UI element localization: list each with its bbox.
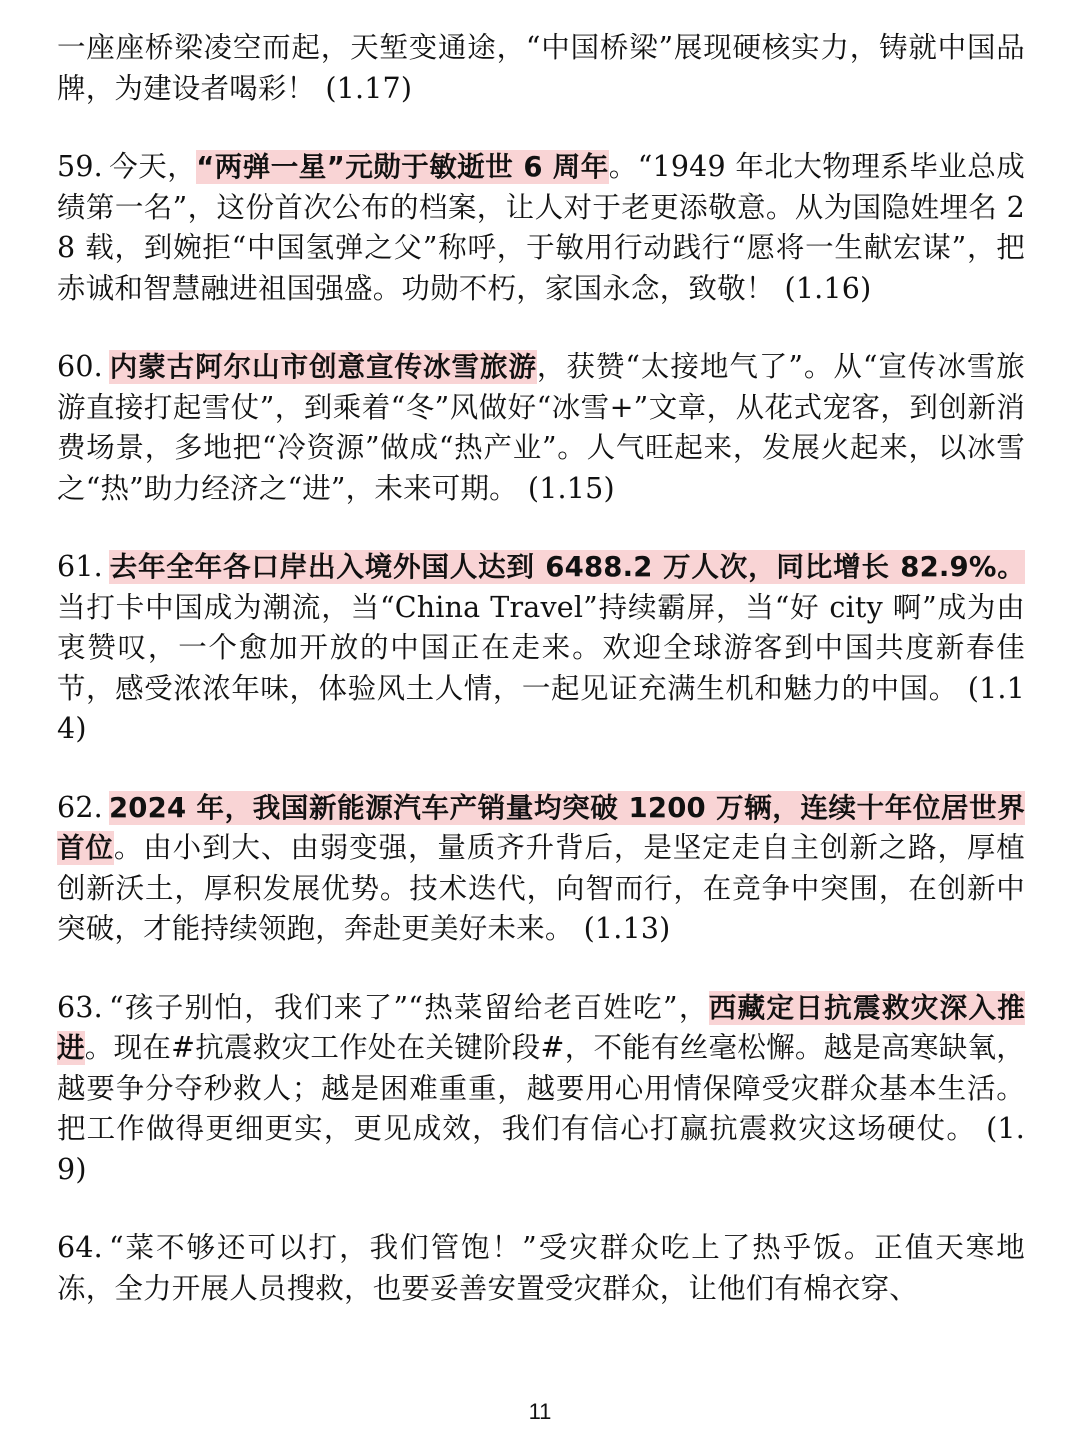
paragraph-date: (1.9) xyxy=(57,1112,1025,1186)
document-body xyxy=(57,28,1025,1347)
paragraph-highlight: “两弹一星”元勋于敏逝世 6 周年 xyxy=(196,151,609,183)
paragraph-date: (1.15) xyxy=(527,471,615,505)
paragraph-text-before: 今天， xyxy=(108,150,197,183)
paragraph-text-after: 。现在#抗震救灾工作处在关键阶段#，不能有丝毫松懈。越是高寒缺氧，越要争分夺秒救人；越是困难重重，越要用心用情保障受灾群众基本生活。把工作做得更细更实，更见成效，我们有信心打赢抗震救灾这场硬仗。 xyxy=(57,1031,1025,1145)
paragraph-text-before: “孩子别怕，我们来了”“热菜留给老百姓吃”， xyxy=(108,990,709,1024)
paragraph-62 xyxy=(57,788,1025,950)
paragraph-number: 64. xyxy=(57,1231,103,1264)
paragraph-text-before: “菜不够还可以打，我们管饱！”受灾群众吃上了热乎饭。正值天寒地冻，全力开展人员搜救，也要妥善安置受灾群众，让他们有棉衣穿、 xyxy=(57,1231,1025,1305)
paragraph-highlight: 2024 年，我国新能源汽车产销量均突破 1200 万辆，连续十年位居世界首位 xyxy=(57,791,1025,864)
paragraph-number: 60. xyxy=(57,350,103,383)
paragraph-64 xyxy=(57,1228,1025,1309)
paragraph-text-after: ，获赞“太接地气了”。从“宣传冰雪旅游直接打起雪仗”，到乘着“冬”风做好“冰雪+”文章，从花式宠客，到创新消费场景，多地把“冷资源”做成“热产业”。人气旺起来，发展火起来，以冰雪之“热”助力经济之“进”，未来可期。 xyxy=(57,350,1025,505)
paragraph-highlight: 去年全年各口岸出入境外国人达到 6488.2 万人次，同比增长 82.9%。 xyxy=(108,551,1025,583)
paragraph-highlight: 西藏定日抗震救灾深入推进 xyxy=(57,991,1026,1064)
paragraph-number: 61. xyxy=(57,550,103,583)
paragraph-highlight: 内蒙古阿尔山市创意宣传冰雪旅游 xyxy=(108,351,537,383)
paragraph-text-after: 。由小到大、由弱变强，量质齐升背后，是坚定走自主创新之路，厚植创新沃土，厚积发展优势。技术迭代，向智而行，在竞争中突围，在创新中突破，才能持续领跑，奔赴更美好未来。 xyxy=(57,831,1026,945)
paragraph-58-continued xyxy=(57,28,1025,109)
paragraph-date: (1.13) xyxy=(583,912,671,945)
paragraph-date: (1.14) xyxy=(57,671,1025,745)
paragraph-number: 62. xyxy=(57,790,103,824)
paragraph-60 xyxy=(57,347,1025,509)
paragraph-63 xyxy=(57,988,1025,1191)
page-number: 11 xyxy=(528,1399,552,1424)
paragraph-number: 59. xyxy=(57,150,103,183)
paragraph-number: 63. xyxy=(57,990,103,1024)
paragraph-text: 一座座桥梁凌空而起，天堑变通途，“中国桥梁”展现硬核实力，铸就中国品牌，为建设者喝彩！ xyxy=(57,31,1025,105)
paragraph-61 xyxy=(57,547,1025,750)
paragraph-text-after: 。“1949 年北大物理系毕业总成绩第一名”，这份首次公布的档案，让人对于老更添敬意。从为国隐姓埋名 28 载，到婉拒“中国氢弹之父”称呼，于敏用行动践行“愿将一生献宏谋”，把赤诚和智慧融进祖国强盛。功勋不朽，家国永念，致敬！ xyxy=(57,150,1025,305)
paragraph-date: (1.16) xyxy=(784,271,872,305)
paragraph-text-after: 当打卡中国成为潮流，当“China Travel”持续霸屏，当“好 city 啊”成为由衷赞叹，一个愈加开放的中国正在走来。欢迎全球游客到中国共度新春佳节，感受浓浓年味，体验风土人情，一起见证充满生机和魅力的中国。 xyxy=(57,590,1025,705)
paragraph-59 xyxy=(57,147,1025,309)
paragraph-date: (1.17) xyxy=(325,71,413,105)
